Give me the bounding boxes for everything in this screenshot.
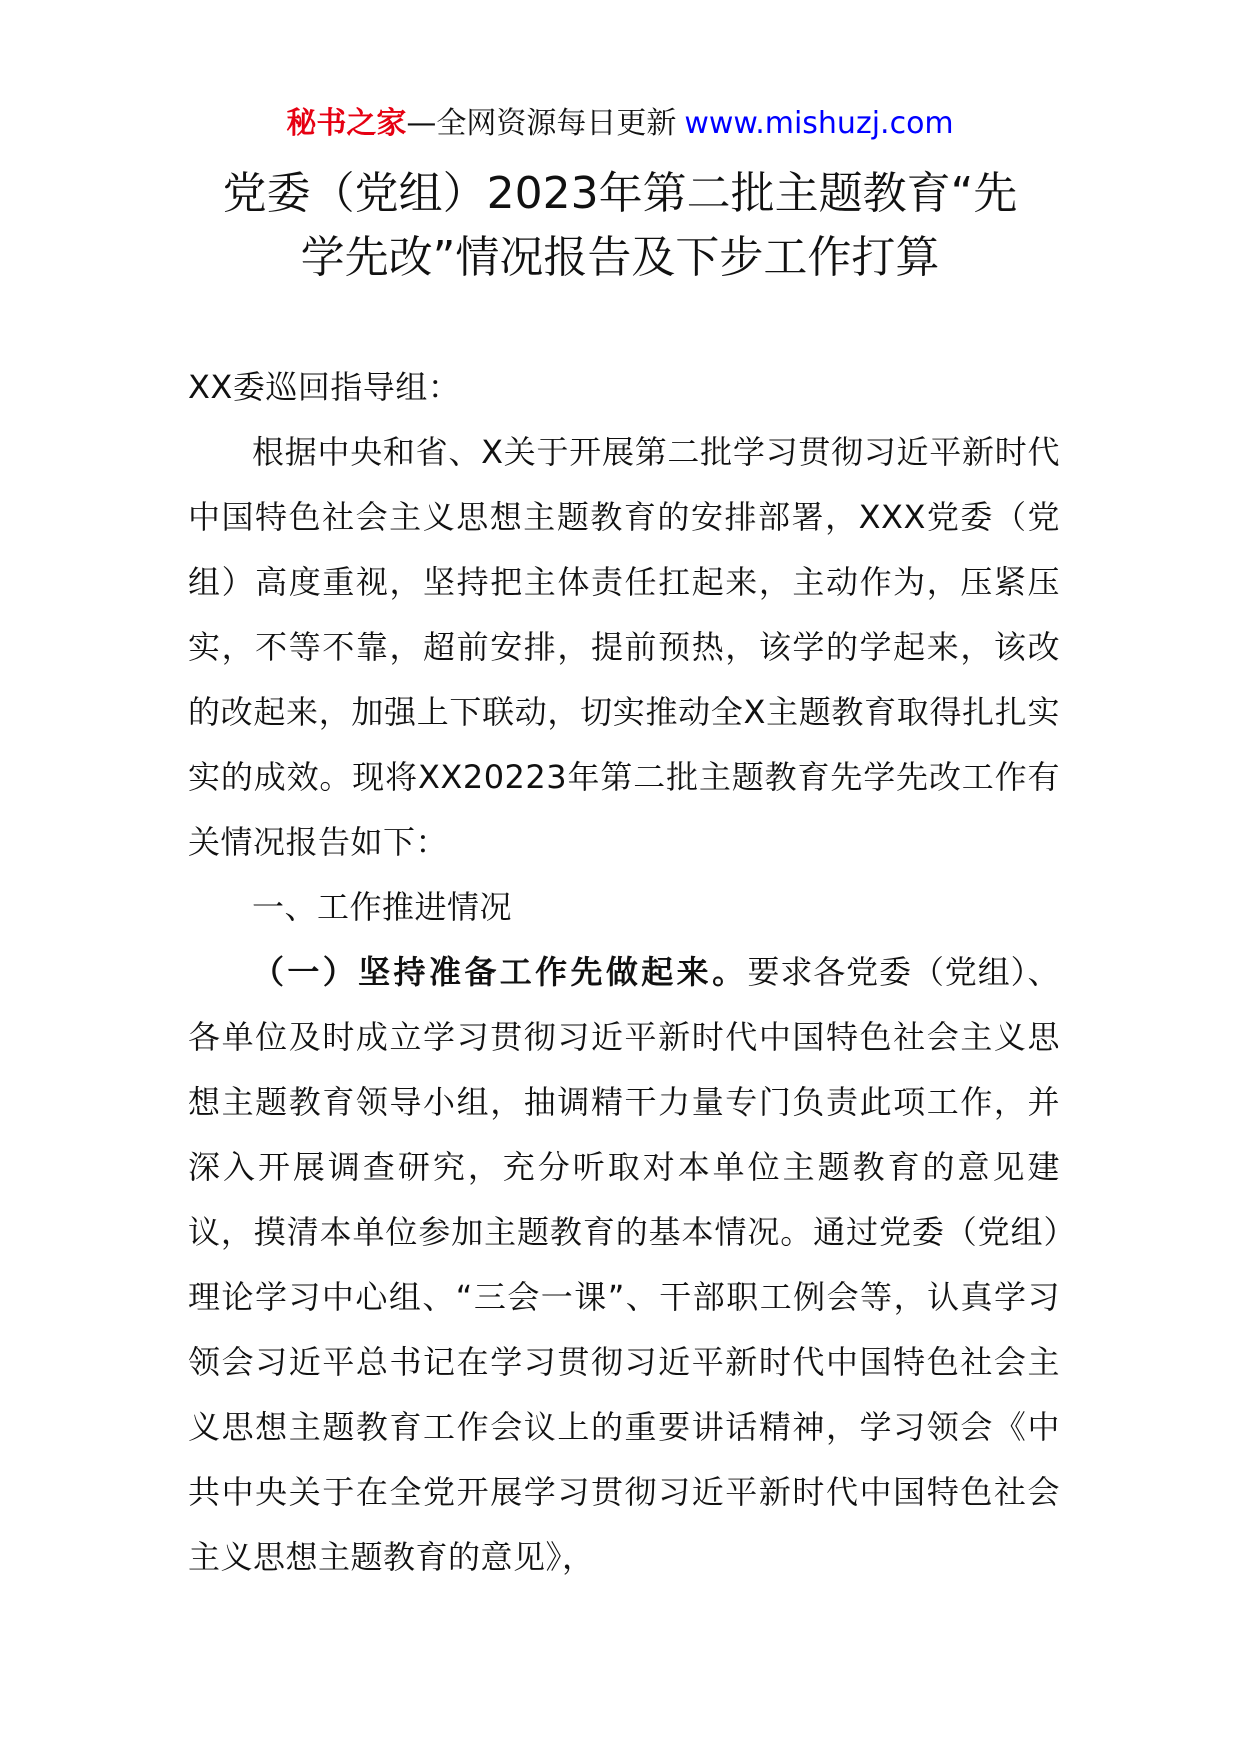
site-header — [0, 104, 1240, 144]
header-slogan: —全网资源每日更新 — [406, 106, 677, 141]
title-line-2: 学先改”情况报告及下步工作打算 — [300, 232, 940, 283]
document-body — [188, 355, 1060, 1590]
section-heading: 一、工作推进情况 — [252, 888, 513, 926]
subsection-text: 要求各党委（党组）、各单位及时成立学习贯彻习近平新时代中国特色社会主义思想主题教育领导小组，抽调精干力量专门负责此项工作，并深入开展调查研究，充分听取对本单位主题教育的意见建议，摸清本单位参加主题教育的基本情况。通过党委（党组）理论学习中心组、“三会一课”、干部职工例会等，认真学习领会习近平总书记在学习贯彻习近平新时代中国特色社会主义思想主题教育工作会议上的重要讲话精神，学习领会《中共中央关于在全党开展学习贯彻习近平新时代中国特色社会主义思想主题教育的意见》， — [188, 953, 1060, 1576]
subsection-heading: （一）坚持准备工作先做起来。 — [252, 953, 748, 991]
intro-paragraph: 根据中央和省、X关于开展第二批学习贯彻习近平新时代中国特色社会主义思想主题教育的安排部署，XXX党委（党组）高度重视，坚持把主体责任扛起来，主动作为，压紧压实，不等不靠，超前安排，提前预热，该学的学起来，该改的改起来，加强上下联动，切实推动全X主题教育取得扎扎实实的成效。现将XX20223年第二批主题教育先学先改工作有关情况报告如下： — [188, 433, 1060, 861]
subsection-paragraph — [188, 940, 1060, 1590]
document-title — [150, 162, 1090, 290]
brand-name: 秘书之家 — [286, 106, 407, 141]
title-line-1: 党委（党组）2023年第二批主题教育“先 — [222, 168, 1018, 219]
salutation: XX委巡回指导组： — [188, 368, 461, 406]
site-url-link[interactable]: www.mishuzj.com — [684, 106, 954, 141]
